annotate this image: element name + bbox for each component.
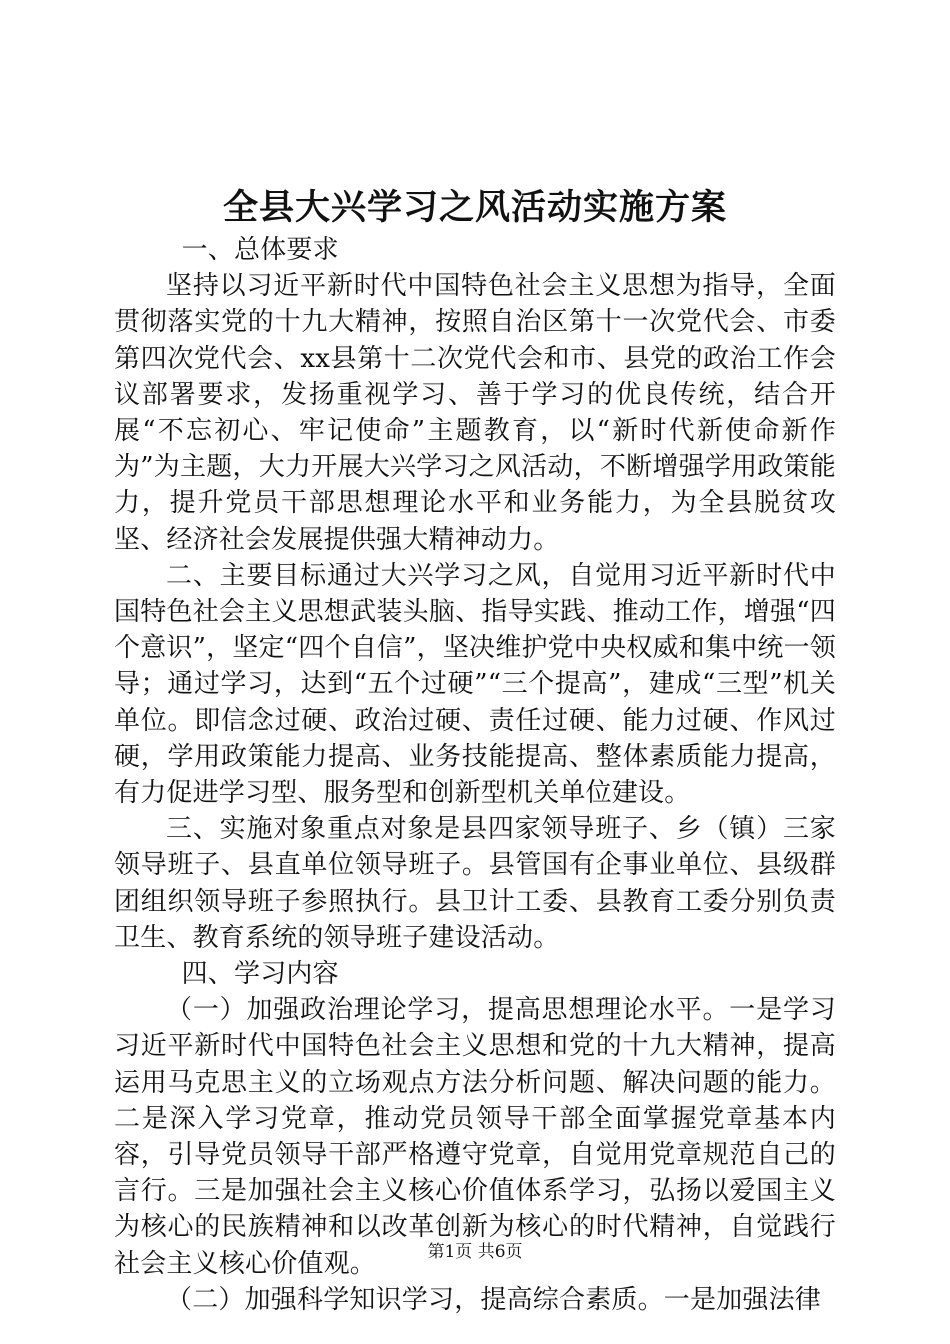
section-heading-4: 四、学习内容: [181, 959, 339, 990]
paragraph-political-theory: （一）加强政治理论学习，提高思想理论水平。一是学习习近平新时代中国特色社会主义思想和党的十九大精神，提高运用马克思主义的立场观点方法分析问题、解决问题的能力。二是深入学习党章，推动党员领导干部全面掌握党章基本内容，引导党员领导干部严格遵守党章，自觉用党章规范自己的言行。三是加强社会主义核心价值体系学习，弘扬以爱国主义为核心的民族精神和以改革创新为核心的时代精神，自觉践行社会主义核心价值观。: [114, 995, 836, 1279]
paragraph-target-audience: 三、实施对象重点对象是县四家领导班子、乡（镇）三家领导班子、县直单位领导班子。县管国有企事业单位、县级群团组织领导班子参照执行。县卫计工委、县教育工委分别负责卫生、教育系统的领导班子建设活动。: [114, 814, 836, 953]
document-body: [114, 232, 836, 1318]
document-title: 全县大兴学习之风活动实施方案: [222, 187, 727, 228]
section-heading-1: 一、总体要求: [181, 235, 339, 265]
paragraph-main-goals: 二、主要目标通过大兴学习之风，自觉用习近平新时代中国特色社会主义思想武装头脑、指导实践、推动工作，增强“四个意识”，坚定“四个自信”，坚决维护党中央权威和集中统一领导；通过学习，达到“五个过硬”“三个提高”，建成“三型”机关单位。即信念过硬、政治过硬、责任过硬、能力过硬、作风过硬，学用政策能力提高、业务技能提高、整体素质能力提高，有力促进学习型、服务型和创新型机关单位建设。: [114, 560, 836, 809]
paragraph-general-requirements: 坚持以习近平新时代中国特色社会主义思想为指导，全面贯彻落实党的十九大精神，按照自治区第十一次党代会、市委第四次党代会、xx县第十二次党代会和市、县党的政治工作会议部署要求，发扬重视学习、善于学习的优良传统，结合开展“不忘初心、牢记使命”主题教育，以“新时代新使命新作为”为主题，大力开展大兴学习之风活动，不断增强学用政策能力，提升党员干部思想理论水平和业务能力，为全县脱贫攻坚、经济社会发展提供强大精神动力。: [114, 271, 836, 555]
page-number-footer: 第1页 共6页: [427, 1242, 523, 1262]
paragraph-scientific-knowledge: （二）加强科学知识学习，提高综合素质。一是加强法律: [166, 1284, 822, 1315]
